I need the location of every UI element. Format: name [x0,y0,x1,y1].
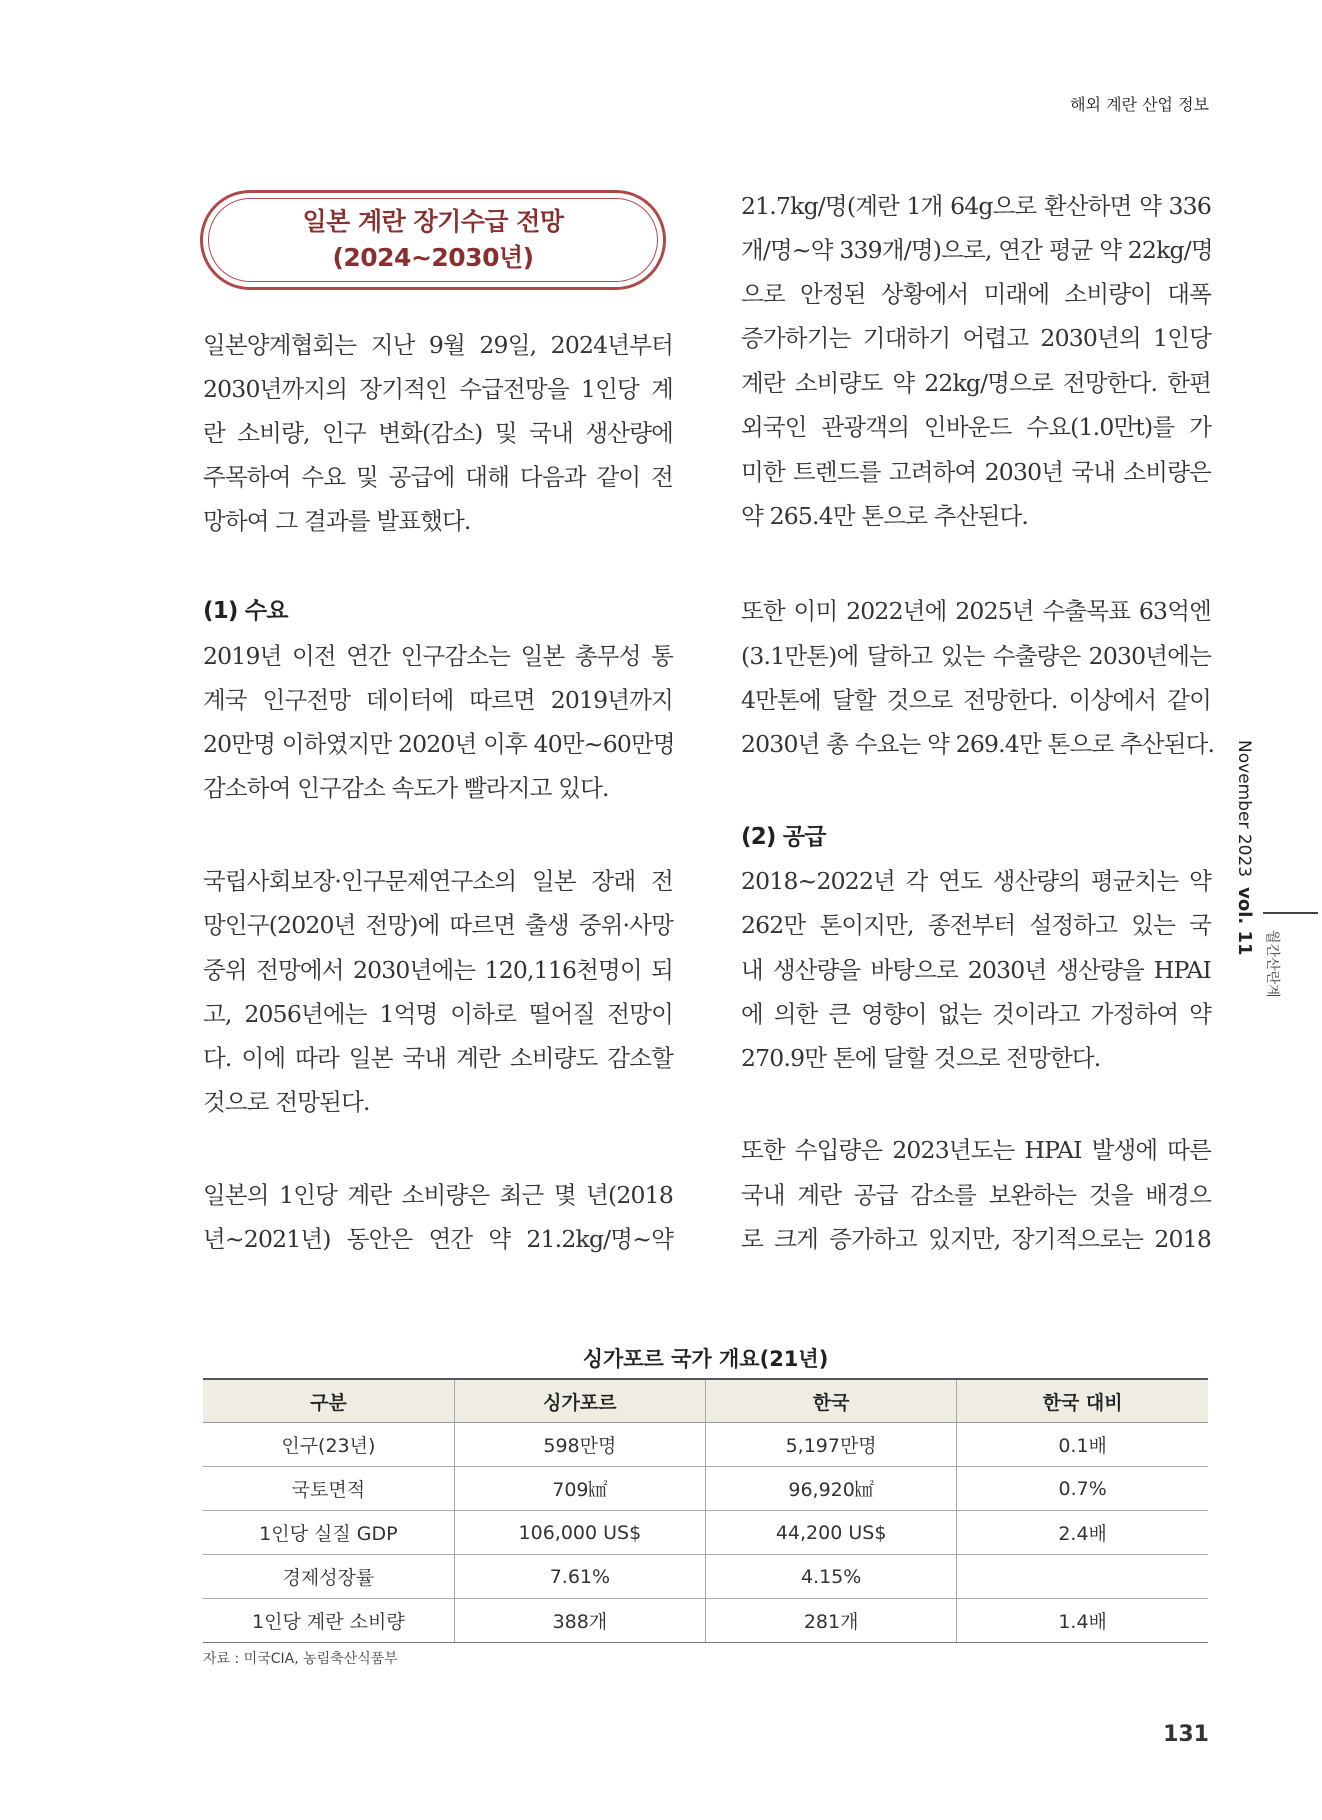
table-row [203,1423,1208,1467]
article-title-box [200,190,666,290]
text-line: 란 소비량, 인구 변화(감소) 및 국내 생산량에 [203,419,673,447]
text-line: 국립사회보장·인구문제연구소의 일본 장래 전 [203,867,673,895]
text-line: 262만 톤이지만, 종전부터 설정하고 있는 국 [741,911,1211,939]
text-line: 270.9만 톤에 달할 것으로 전망한다. [741,1044,1101,1072]
table-header-cell: 구분 [203,1379,454,1423]
text-line: 2030년까지의 장기적인 수급전망을 1인당 계 [203,375,673,403]
table-cell: 국토면적 [203,1467,454,1511]
table-header-row [203,1379,1208,1423]
table-cell: 1.4배 [957,1599,1208,1643]
text-line: (3.1만톤)에 달하고 있는 수출량은 2030년에는 [741,642,1211,670]
table-cell: 0.7% [957,1467,1208,1511]
text-line: 고, 2056년에는 1억명 이하로 떨어질 전망이 [203,1000,673,1028]
table-cell: 709㎢ [454,1467,705,1511]
text-line: 감소하여 인구감소 속도가 빨라지고 있다. [203,774,609,802]
sidebar-divider [1263,912,1318,914]
text-line: 계국 인구전망 데이터에 따르면 2019년까지 [203,686,673,714]
text-line: 2030년 총 수요는 약 269.4만 톤으로 추산된다. [741,730,1215,758]
article-title [208,198,658,282]
table-cell: 44,200 US$ [706,1511,957,1555]
text-line: 미한 트렌드를 고려하여 2030년 국내 소비량은 [741,458,1211,486]
text-line: 또한 이미 2022년에 2025년 수출목표 63억엔 [741,597,1211,625]
table-cell: 4.15% [706,1555,957,1599]
table-cell: 인구(23년) [203,1423,454,1467]
text-line: 2018~2022년 각 연도 생산량의 평균치는 약 [741,867,1211,895]
page-number: 131 [1163,1722,1209,1747]
text-line: 중위 전망에서 2030년에는 120,116천명이 되 [203,956,673,984]
text-line: 망하여 그 결과를 발표했다. [203,507,471,535]
section-heading-supply: (2) 공급 [741,824,826,850]
table-row [203,1599,1208,1643]
text-line: 일본양계협회는 지난 9월 29일, 2024년부터 [203,331,673,359]
section-heading-demand: (1) 수요 [203,598,288,624]
issue-date: November 2023 [1234,740,1254,878]
section-header: 해외 계란 산업 정보 [1070,95,1209,114]
text-line: 다. 이에 따라 일본 국내 계란 소비량도 감소할 [203,1044,673,1072]
table-cell: 106,000 US$ [454,1511,705,1555]
table-cell: 5,197만명 [706,1423,957,1467]
table-source: 자료 : 미국CIA, 농림축산식품부 [203,1651,398,1667]
text-line: 증가하기는 기대하기 어렵고 2030년의 1인당 [741,324,1211,352]
text-line: 4만톤에 달할 것으로 전망한다. 이상에서 같이 [741,686,1211,714]
text-line: 개/명~약 339개/명)으로, 연간 평균 약 22kg/명 [741,236,1213,264]
table-cell: 1인당 계란 소비량 [203,1599,454,1643]
table-header-cell: 한국 대비 [957,1379,1208,1423]
text-line: 으로 안정된 상황에서 미래에 소비량이 대폭 [741,280,1211,308]
text-line: 계란 소비량도 약 22kg/명으로 전망한다. 한편 [741,369,1211,397]
text-line: 에 의한 큰 영향이 없는 것이라고 가정하여 약 [741,1000,1211,1028]
text-line: 내 생산량을 바탕으로 2030년 생산량을 HPAI [741,956,1211,984]
table-row [203,1555,1208,1599]
article-title-line1: 일본 계란 장기수급 전망 [302,206,564,236]
text-line: 주목하여 수요 및 공급에 대해 다음과 같이 전 [203,463,673,491]
text-line: 년~2021년) 동안은 연간 약 21.2kg/명~약 [203,1225,673,1253]
text-line: 국내 계란 공급 감소를 보완하는 것을 배경으 [741,1181,1211,1209]
text-line: 약 265.4만 톤으로 추산된다. [741,502,1029,530]
table-caption: 싱가포르 국가 개요(21년) [582,1347,829,1371]
table-cell: 281개 [706,1599,957,1643]
table-cell: 0.1배 [957,1423,1208,1467]
text-line: 20만명 이하였지만 2020년 이후 40만~60만명 [203,730,675,758]
table-cell: 388개 [454,1599,705,1643]
table-cell: 1인당 실질 GDP [203,1511,454,1555]
text-line: 21.7kg/명(계란 1개 64g으로 환산하면 약 336 [741,192,1211,220]
table-cell: 598만명 [454,1423,705,1467]
text-line: 2019년 이전 연간 인구감소는 일본 총무성 통 [203,642,673,670]
country-overview-table [203,1378,1208,1643]
table-cell: 2.4배 [957,1511,1208,1555]
table-header-cell: 한국 [706,1379,957,1423]
text-line: 망인구(2020년 전망)에 따르면 출생 중위·사망 [203,911,673,939]
issue-volume: vol. 11 [1234,887,1255,956]
text-line: 일본의 1인당 계란 소비량은 최근 몇 년(2018 [203,1181,673,1209]
text-line: 것으로 전망된다. [203,1088,370,1116]
table-row [203,1511,1208,1555]
table-row [203,1467,1208,1511]
issue-label [1234,740,1255,956]
magazine-name: 월간산란계 [1264,930,1280,998]
text-line: 또한 수입량은 2023년도는 HPAI 발생에 따른 [741,1136,1211,1164]
table-header-cell: 싱가포르 [454,1379,705,1423]
text-line: 외국인 관광객의 인바운드 수요(1.0만t)를 가 [741,413,1211,441]
text-line: 로 크게 증가하고 있지만, 장기적으로는 2018 [741,1225,1211,1253]
table-cell [957,1555,1208,1599]
article-title-line2: (2024~2030년) [332,243,534,272]
table-cell: 96,920㎢ [706,1467,957,1511]
table-cell: 7.61% [454,1555,705,1599]
table-cell: 경제성장률 [203,1555,454,1599]
